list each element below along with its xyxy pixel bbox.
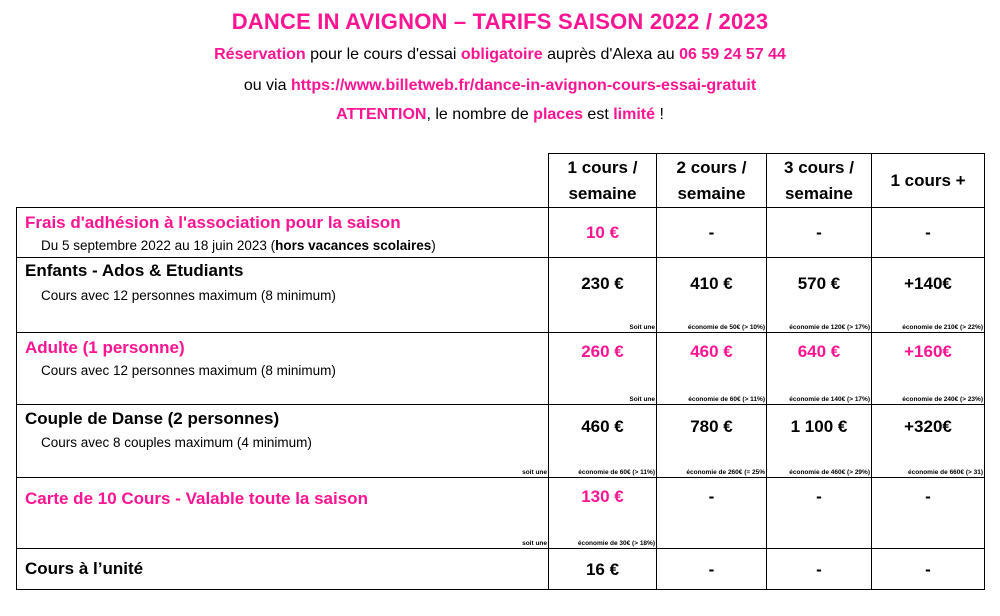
attention-line bbox=[0, 106, 1000, 124]
price-cell bbox=[767, 478, 872, 549]
savings-note: soit une bbox=[522, 540, 547, 547]
row-subtitle-a: Du 5 septembre 2022 au 18 juin 2023 ( bbox=[41, 238, 276, 253]
col-header-4-line1: 1 cours + bbox=[890, 170, 966, 190]
table-header-row bbox=[17, 154, 985, 208]
mandatory-label: obligatoire bbox=[460, 46, 543, 63]
row-name: Frais d'adhésion à l'association pour la saison bbox=[25, 213, 401, 232]
price: 570 € bbox=[797, 274, 841, 293]
col-header-2-line2: semaine bbox=[677, 183, 746, 203]
row-subtitle-b: hors vacances scolaires bbox=[275, 238, 432, 253]
savings-note: économie de 60€ (> 11%) bbox=[578, 469, 655, 476]
price: +160€ bbox=[904, 342, 952, 361]
table-row bbox=[17, 405, 985, 478]
row-label-cell bbox=[17, 208, 549, 258]
booking-link[interactable]: https://www.billetweb.fr/dance-in-avignon-cours-essai-gratuit bbox=[290, 77, 757, 94]
price: - bbox=[708, 487, 715, 506]
price: 1 100 € bbox=[790, 417, 848, 436]
empty-corner-cell bbox=[17, 154, 549, 208]
price: 460 € bbox=[581, 417, 624, 436]
reservation-text: pour le cours d'essai bbox=[305, 46, 461, 63]
savings-note: économie de 120€ (> 17%) bbox=[789, 324, 870, 331]
col-header-3-line1: 3 cours / bbox=[784, 157, 854, 177]
price: - bbox=[925, 560, 931, 579]
price-cell bbox=[767, 208, 872, 258]
savings-note: soit une bbox=[522, 469, 547, 476]
savings-note: économie de 260€ (= 25% bbox=[686, 469, 765, 476]
price-cell bbox=[549, 208, 657, 258]
price-cell bbox=[549, 258, 657, 333]
pricing-table bbox=[16, 153, 985, 590]
price: 10 € bbox=[585, 223, 620, 242]
price-cell bbox=[872, 333, 985, 405]
savings-note: économie de 30€ (> 18%) bbox=[577, 540, 655, 547]
row-name: Cours à l’unité bbox=[25, 559, 144, 578]
savings-note: économie de 210€ (> 22%) bbox=[902, 324, 983, 331]
table-row bbox=[17, 208, 985, 258]
row-subtitle: Cours avec 12 personnes maximum (8 minimum) bbox=[41, 363, 336, 378]
price: 260 € bbox=[581, 342, 624, 361]
row-label-cell bbox=[17, 549, 549, 590]
price: - bbox=[816, 223, 822, 242]
booking-link-line bbox=[0, 77, 1000, 95]
savings-note: économie de 60€ (> 11%) bbox=[688, 396, 765, 403]
row-label-cell bbox=[17, 258, 549, 333]
col-header-2 bbox=[657, 154, 767, 208]
table-row bbox=[17, 333, 985, 405]
price-cell bbox=[872, 405, 985, 478]
savings-note: Soit une bbox=[629, 396, 655, 403]
price-cell bbox=[657, 208, 767, 258]
price-cell bbox=[657, 258, 767, 333]
col-header-4 bbox=[872, 154, 985, 208]
price-cell bbox=[872, 478, 985, 549]
price-cell bbox=[657, 549, 767, 590]
attention-text-3: ! bbox=[655, 106, 664, 123]
savings-note: économie de 240€ (> 23%) bbox=[902, 396, 983, 403]
price: 230 € bbox=[581, 274, 624, 293]
col-header-1-line2: semaine bbox=[568, 183, 637, 203]
row-name: Adulte (1 personne) bbox=[25, 338, 185, 357]
price-cell bbox=[657, 405, 767, 478]
row-name: Carte de 10 Cours - Valable toute la saison bbox=[25, 489, 368, 508]
row-label-cell bbox=[17, 405, 549, 478]
price: 16 € bbox=[585, 560, 620, 579]
price-cell bbox=[549, 333, 657, 405]
attention-text-1: , le nombre de bbox=[426, 106, 534, 123]
price: 410 € bbox=[690, 274, 733, 293]
price: +140€ bbox=[904, 274, 952, 293]
price-cell bbox=[767, 405, 872, 478]
savings-note: économie de 140€ (> 17%) bbox=[789, 396, 870, 403]
price-cell bbox=[872, 208, 985, 258]
reservation-line bbox=[0, 46, 1000, 64]
col-header-3 bbox=[767, 154, 872, 208]
row-subtitle: Cours avec 12 personnes maximum (8 minimum) bbox=[41, 288, 336, 303]
price-cell bbox=[767, 333, 872, 405]
row-label-cell bbox=[17, 333, 549, 405]
price: 460 € bbox=[690, 342, 733, 361]
price: 640 € bbox=[797, 342, 841, 361]
price-cell bbox=[549, 405, 657, 478]
contact-text: auprès d'Alexa au bbox=[542, 46, 680, 63]
limited-label: limité bbox=[613, 106, 656, 123]
price: - bbox=[925, 223, 931, 242]
price: +320€ bbox=[904, 417, 952, 436]
price: - bbox=[925, 487, 931, 506]
savings-note: Soit une bbox=[629, 324, 655, 331]
row-subtitle: Cours avec 8 couples maximum (4 minimum) bbox=[41, 435, 312, 450]
row-name: Couple de Danse (2 personnes) bbox=[25, 409, 280, 428]
price-cell bbox=[767, 258, 872, 333]
savings-note: économie de 460€ (> 29%) bbox=[789, 469, 870, 476]
price: - bbox=[708, 560, 715, 579]
places-label: places bbox=[533, 106, 583, 123]
row-name: Enfants - Ados & Etudiants bbox=[25, 261, 244, 280]
row-label-cell bbox=[17, 478, 549, 549]
col-header-1-line1: 1 cours / bbox=[567, 157, 638, 177]
attention-text-2: est bbox=[582, 106, 614, 123]
price: 780 € bbox=[690, 417, 733, 436]
price-cell bbox=[872, 549, 985, 590]
price-cell bbox=[549, 549, 657, 590]
attention-label: ATTENTION bbox=[336, 106, 427, 123]
booking-prefix: ou via bbox=[243, 77, 291, 94]
col-header-1 bbox=[549, 154, 657, 208]
page-title: DANCE IN AVIGNON – TARIFS SAISON 2022 / 2023 bbox=[231, 9, 769, 34]
price-cell bbox=[549, 478, 657, 549]
price: - bbox=[816, 487, 822, 506]
price: 130 € bbox=[581, 487, 624, 506]
col-header-2-line1: 2 cours / bbox=[676, 157, 747, 177]
phone-number: 06 59 24 57 44 bbox=[679, 46, 786, 63]
table-row bbox=[17, 549, 985, 590]
col-header-3-line2: semaine bbox=[784, 183, 854, 203]
price-cell bbox=[767, 549, 872, 590]
row-subtitle bbox=[41, 238, 436, 253]
reservation-label: Réservation bbox=[214, 46, 306, 63]
price: - bbox=[708, 223, 715, 242]
table-row bbox=[17, 258, 985, 333]
row-subtitle-c: ) bbox=[431, 238, 436, 253]
price-cell bbox=[657, 333, 767, 405]
table-row bbox=[17, 478, 985, 549]
price: - bbox=[816, 560, 822, 579]
price-cell bbox=[657, 478, 767, 549]
price-cell bbox=[872, 258, 985, 333]
savings-note: économie de 660€ (> 31) bbox=[908, 469, 983, 476]
savings-note: économie de 50€ (> 10%) bbox=[687, 324, 765, 331]
